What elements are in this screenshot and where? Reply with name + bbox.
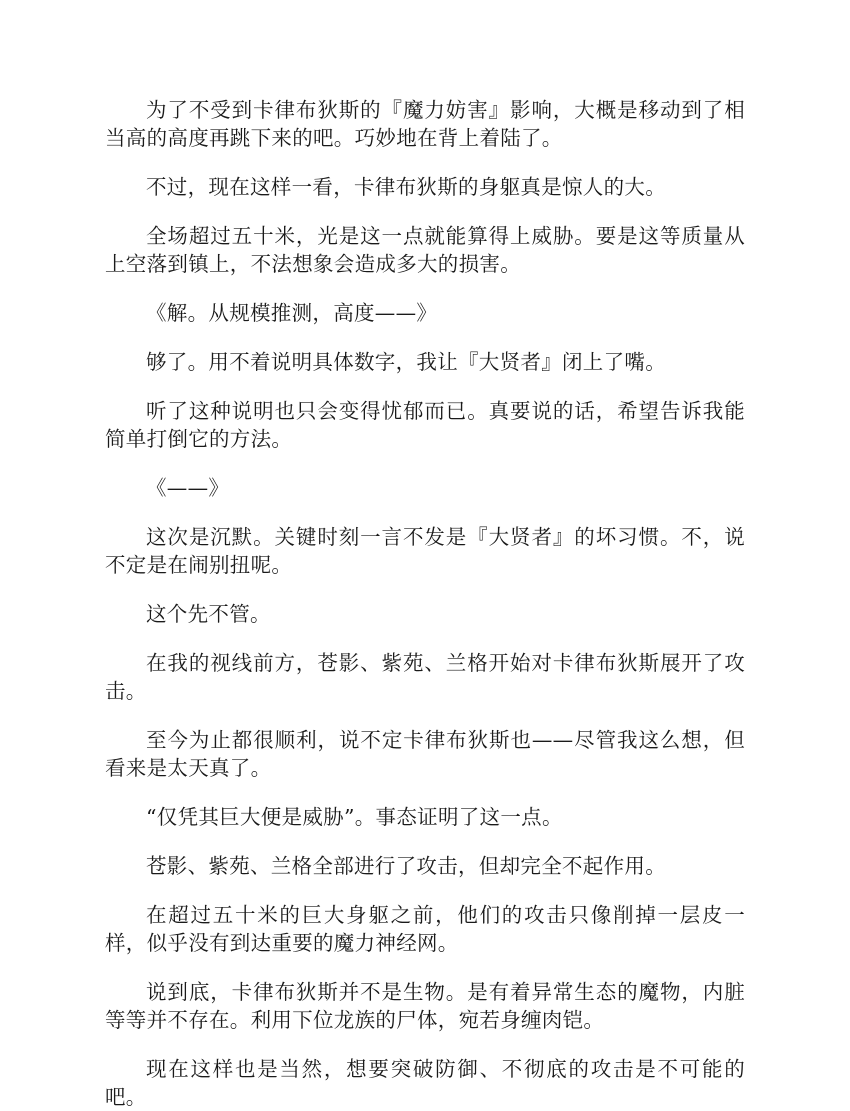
paragraph-2: 不过，现在这样一看，卡律布狄斯的身躯真是惊人的大。	[146, 175, 666, 199]
paragraph-5: 够了。用不着说明具体数字，我让『大贤者』闭上了嘴。	[146, 350, 666, 374]
paragraph-1: 为了不受到卡律布狄斯的『魔力妨害』影响，大概是移动到了相当高的高度再跳下来的吧。巧妙地在背上着陆了。	[105, 98, 745, 150]
paragraph-13: 苍影、紫苑、兰格全部进行了攻击，但却完全不起作用。	[146, 854, 666, 878]
paragraph-14: 在超过五十米的巨大身躯之前，他们的攻击只像削掉一层皮一样，似乎没有到达重要的魔力神经网。	[105, 903, 745, 955]
paragraph-7: 《——》	[146, 476, 230, 500]
paragraph-11: 至今为止都很顺利，说不定卡律布狄斯也——尽管我这么想，但看来是太天真了。	[105, 728, 745, 780]
paragraph-9: 这个先不管。	[146, 602, 271, 626]
paragraph-8: 这次是沉默。关键时刻一言不发是『大贤者』的坏习惯。不，说不定是在闹别扭呢。	[105, 525, 745, 577]
paragraph-12: “仅凭其巨大便是威胁”。事态证明了这一点。	[146, 805, 563, 829]
paragraph-4: 《解。从规模推测，高度——》	[146, 301, 438, 325]
paragraph-16: 现在这样也是当然，想要突破防御、不彻底的攻击是不可能的吧。	[105, 1057, 745, 1109]
paragraph-10: 在我的视线前方，苍影、紫苑、兰格开始对卡律布狄斯展开了攻击。	[105, 651, 745, 703]
paragraph-15: 说到底，卡律布狄斯并不是生物。是有着异常生态的魔物，内脏等等并不存在。利用下位龙族的尸体，宛若身缠肉铠。	[105, 980, 745, 1032]
paragraph-6: 听了这种说明也只会变得忧郁而已。真要说的话，希望告诉我能简单打倒它的方法。	[105, 399, 745, 451]
paragraph-3: 全场超过五十米，光是这一点就能算得上威胁。要是这等质量从上空落到镇上，不法想象会造成多大的损害。	[105, 224, 745, 276]
